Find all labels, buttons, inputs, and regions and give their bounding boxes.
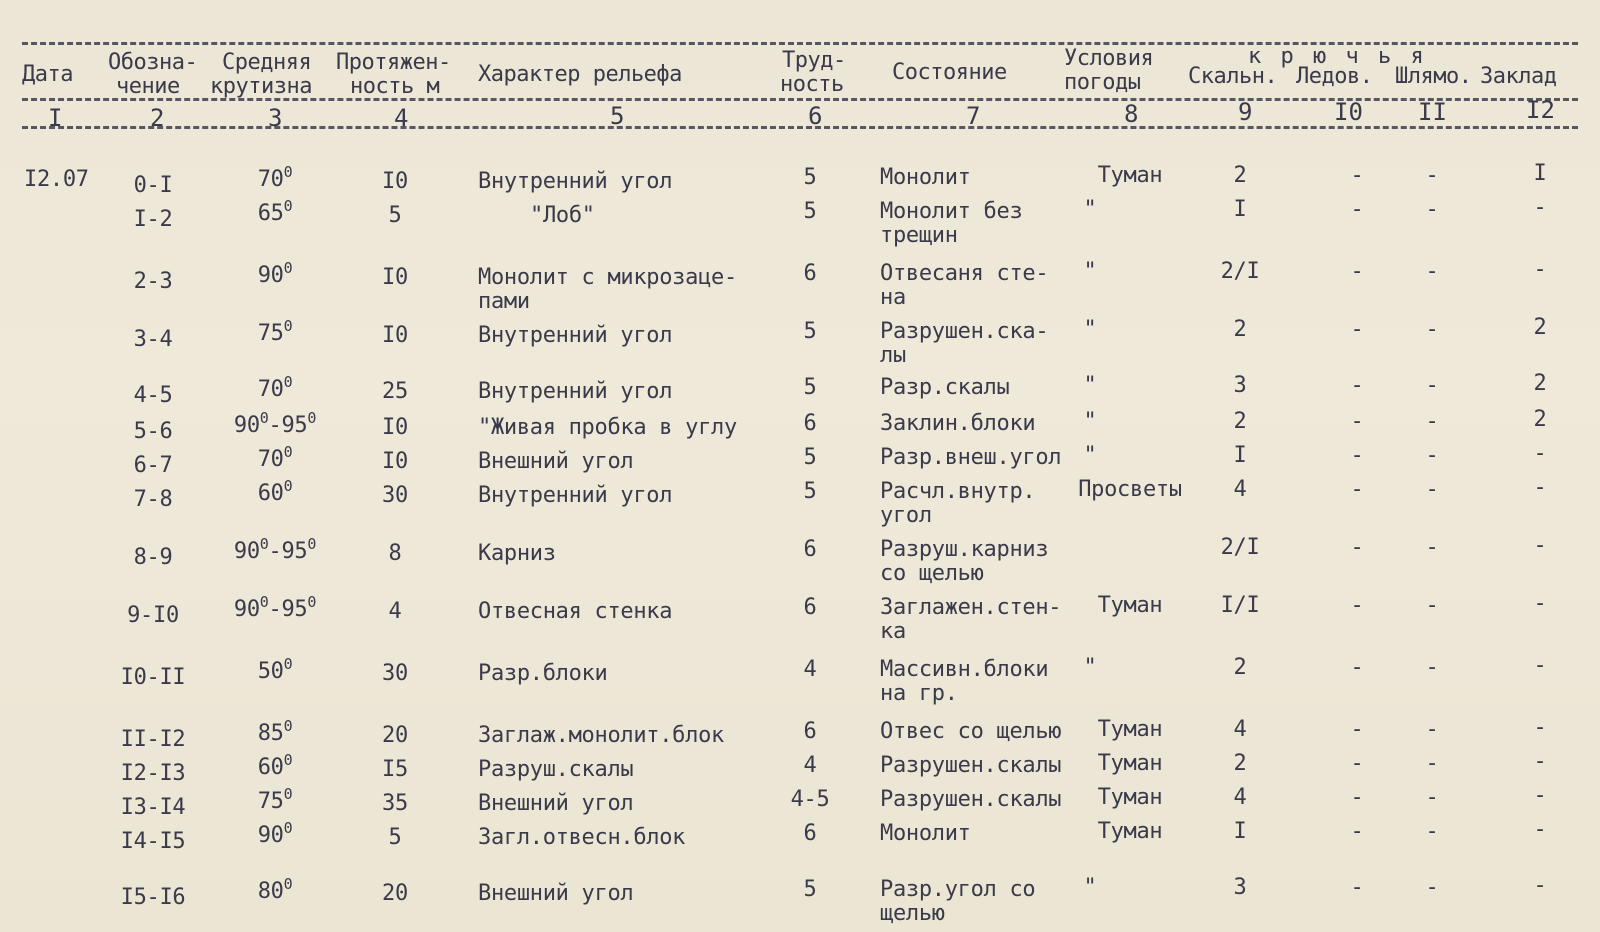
cell-zk: -: [1533, 475, 1547, 500]
header-weather-line2: погоды: [1064, 70, 1141, 95]
cell-diff: 4: [803, 753, 817, 778]
steepness-value: 65: [257, 201, 284, 226]
cell-sl: -: [1425, 443, 1439, 468]
cell-rock: 2: [1233, 409, 1247, 434]
cell-zk: -: [1533, 653, 1547, 678]
cell-sl: -: [1425, 875, 1439, 900]
cell-sl: -: [1425, 535, 1439, 560]
cell-zk: -: [1533, 195, 1547, 220]
cell-rock: 4: [1233, 717, 1247, 742]
steepness-value-max: 95: [281, 597, 308, 622]
cell-diff: 5: [803, 375, 817, 400]
cell-len: 20: [382, 881, 408, 906]
column-number-10: I0: [1334, 98, 1363, 126]
column-number-5: 5: [610, 102, 625, 130]
cell-ice: -: [1350, 259, 1364, 284]
cell-zk: -: [1533, 591, 1547, 616]
range-dash: -: [268, 413, 282, 438]
cell-ice: -: [1350, 819, 1364, 844]
cell-weather: ": [1083, 443, 1097, 468]
degree-mark: 0: [283, 373, 293, 391]
column-numbers-underline: [22, 126, 1578, 129]
cell-state: Монолит без трещин: [880, 199, 1023, 248]
cell-len: 35: [382, 791, 408, 816]
header-date: Дата: [22, 62, 73, 87]
cell-zk: -: [1533, 817, 1547, 842]
cell-steepness: [210, 163, 340, 192]
column-number-11: II: [1418, 98, 1447, 126]
cell-rock: 2: [1233, 163, 1247, 188]
cell-rock: 4: [1233, 785, 1247, 810]
cell-steepness: [210, 259, 340, 288]
cell-weather: ": [1083, 409, 1097, 434]
cell-weather: ": [1083, 875, 1097, 900]
cell-seg: I3-I4: [120, 795, 186, 820]
cell-diff: 5: [803, 445, 817, 470]
cell-len: I0: [382, 449, 408, 474]
cell-len: 20: [382, 723, 408, 748]
cell-diff: 5: [803, 877, 817, 902]
degree-mark: 0: [307, 535, 317, 553]
cell-ice: -: [1350, 409, 1364, 434]
range-dash: -: [268, 597, 282, 622]
cell-seg: I0-II: [120, 665, 186, 690]
steepness-value: 90: [233, 413, 260, 438]
degree-mark: 0: [283, 259, 293, 277]
steepness-value: 70: [257, 447, 284, 472]
cell-relief: Карниз: [478, 541, 556, 566]
cell-steepness: [210, 875, 340, 904]
cell-sl: -: [1425, 477, 1439, 502]
cell-steepness: [210, 197, 340, 226]
steepness-value: 60: [257, 755, 284, 780]
degree-mark: 0: [283, 751, 293, 769]
cell-sl: -: [1425, 409, 1439, 434]
cell-rock: I: [1233, 819, 1247, 844]
cell-len: I5: [382, 757, 408, 782]
cell-sl: -: [1425, 593, 1439, 618]
cell-sl: -: [1425, 373, 1439, 398]
cell-state: Разр.внеш.угол: [880, 445, 1062, 470]
cell-weather: Туман: [1097, 785, 1163, 810]
cell-diff: 6: [803, 411, 817, 436]
cell-zk: 2: [1533, 407, 1547, 432]
cell-len: 30: [382, 661, 408, 686]
column-number-1: I: [48, 104, 63, 132]
cell-weather: Туман: [1097, 593, 1163, 618]
header-steepness-line2: крутизна: [210, 74, 312, 99]
degree-mark: 0: [283, 875, 293, 893]
cell-zk: -: [1533, 783, 1547, 808]
cell-weather: Просветы: [1078, 477, 1182, 502]
cell-state: Заклин.блоки: [880, 411, 1036, 436]
cell-state: Разр.скалы: [880, 375, 1010, 400]
degree-mark: 0: [259, 409, 269, 427]
cell-steepness: [210, 317, 340, 346]
degree-mark: 0: [259, 535, 269, 553]
header-designation-line2: чение: [116, 74, 180, 99]
cell-relief: Внешний угол: [478, 881, 634, 906]
degree-mark: 0: [307, 409, 317, 427]
header-hooks-chocks: Заклад: [1480, 64, 1557, 89]
cell-diff: 5: [803, 199, 817, 224]
cell-state: Массивн.блоки на гр.: [880, 657, 1049, 706]
cell-seg: 8-9: [133, 545, 173, 570]
cell-zk: -: [1533, 749, 1547, 774]
cell-sl: -: [1425, 259, 1439, 284]
cell-state: Разрушен.скалы: [880, 787, 1062, 812]
degree-mark: 0: [283, 655, 293, 673]
cell-ice: -: [1350, 477, 1364, 502]
cell-relief: Внутренний угол: [478, 379, 673, 404]
header-state: Состояние: [892, 60, 1007, 85]
cell-seg: I-2: [133, 207, 173, 232]
cell-seg: I2-I3: [120, 761, 186, 786]
cell-state: Монолит: [880, 165, 971, 190]
cell-steepness: [210, 751, 340, 780]
cell-seg: 2-3: [133, 269, 173, 294]
cell-weather: Туман: [1097, 751, 1163, 776]
cell-len: 4: [388, 599, 402, 624]
degree-mark: 0: [283, 477, 293, 495]
cell-ice: -: [1350, 197, 1364, 222]
cell-sl: -: [1425, 751, 1439, 776]
cell-len: 5: [388, 825, 402, 850]
steepness-value-max: 95: [281, 413, 308, 438]
cell-ice: -: [1350, 535, 1364, 560]
cell-state: Отвесаня сте- на: [880, 261, 1049, 310]
column-number-3: 3: [268, 104, 283, 132]
steepness-value: 60: [257, 481, 284, 506]
steepness-value: 85: [257, 721, 284, 746]
cell-diff: 4-5: [790, 787, 830, 812]
cell-relief: Внутренний угол: [478, 169, 673, 194]
cell-relief: Внешний угол: [478, 791, 634, 816]
cell-ice: -: [1350, 875, 1364, 900]
degree-mark: 0: [283, 819, 293, 837]
cell-len: I0: [382, 323, 408, 348]
cell-state: Разр.угол со щелью: [880, 877, 1036, 926]
header-steepness-line1: Средняя: [222, 50, 312, 75]
cell-weather: ": [1083, 259, 1097, 284]
cell-relief: Разр.блоки: [478, 661, 608, 686]
cell-rock: I: [1233, 197, 1247, 222]
cell-relief: Загл.отвесн.блок: [478, 825, 686, 850]
cell-diff: 5: [803, 319, 817, 344]
cell-seg: 3-4: [133, 327, 173, 352]
cell-steepness: [210, 593, 340, 622]
column-number-4: 4: [394, 104, 409, 132]
cell-zk: 2: [1533, 315, 1547, 340]
cell-ice: -: [1350, 373, 1364, 398]
cell-diff: 6: [803, 595, 817, 620]
cell-seg: I4-I5: [120, 829, 186, 854]
cell-ice: -: [1350, 751, 1364, 776]
cell-zk: -: [1533, 715, 1547, 740]
degree-mark: 0: [283, 443, 293, 461]
column-number-2: 2: [150, 104, 165, 132]
cell-diff: 6: [803, 261, 817, 286]
cell-relief: Разруш.скалы: [478, 757, 634, 782]
cell-ice: -: [1350, 163, 1364, 188]
cell-state: Отвес со щелью: [880, 719, 1062, 744]
cell-zk: 2: [1533, 371, 1547, 396]
cell-len: 30: [382, 483, 408, 508]
cell-rock: 3: [1233, 373, 1247, 398]
cell-len: I0: [382, 415, 408, 440]
cell-sl: -: [1425, 819, 1439, 844]
header-length-line1: Протяжен-: [336, 50, 451, 75]
cell-zk: -: [1533, 873, 1547, 898]
cell-state: Разрушен.ска- лы: [880, 319, 1049, 368]
header-weather-line1: Условия: [1064, 46, 1154, 71]
steepness-value: 75: [257, 321, 284, 346]
cell-rock: 2: [1233, 317, 1247, 342]
cell-diff: 4: [803, 657, 817, 682]
column-number-6: 6: [808, 102, 823, 130]
cell-relief: Отвесная стенка: [478, 599, 673, 624]
cell-state: Монолит: [880, 821, 971, 846]
cell-seg: 9-I0: [127, 603, 179, 628]
header-hooks-rock: Скальн.: [1188, 64, 1278, 89]
cell-ice: -: [1350, 443, 1364, 468]
column-number-12: I2: [1526, 96, 1555, 124]
cell-sl: -: [1425, 717, 1439, 742]
cell-weather: ": [1083, 197, 1097, 222]
cell-ice: -: [1350, 785, 1364, 810]
cell-zk: -: [1533, 257, 1547, 282]
column-number-7: 7: [966, 102, 981, 130]
steepness-value: 75: [257, 789, 284, 814]
cell-rock: 3: [1233, 875, 1247, 900]
cell-ice: -: [1350, 593, 1364, 618]
cell-relief: Внутренний угол: [478, 323, 673, 348]
cell-steepness: [210, 717, 340, 746]
cell-state: Разрушен.скалы: [880, 753, 1062, 778]
cell-len: 8: [388, 541, 402, 566]
cell-diff: 6: [803, 719, 817, 744]
column-number-8: 8: [1124, 100, 1139, 128]
cell-sl: -: [1425, 785, 1439, 810]
header-difficulty-line1: Труд-: [782, 48, 846, 73]
cell-relief: Внутренний угол: [478, 483, 673, 508]
cell-diff: 6: [803, 821, 817, 846]
cell-steepness: [210, 373, 340, 402]
header-length-line2: ность м: [350, 74, 440, 99]
cell-rock: 4: [1233, 477, 1247, 502]
cell-seg: 5-6: [133, 419, 173, 444]
cell-steepness: [210, 819, 340, 848]
steepness-value: 50: [257, 659, 284, 684]
cell-zk: -: [1533, 441, 1547, 466]
cell-len: 5: [388, 203, 402, 228]
degree-mark: 0: [307, 593, 317, 611]
steepness-value: 70: [257, 167, 284, 192]
cell-relief: "Живая пробка в углу: [478, 415, 737, 440]
cell-sl: -: [1425, 317, 1439, 342]
cell-relief: Заглаж.монолит.блок: [478, 723, 724, 748]
cell-date: I2.07: [24, 167, 89, 192]
cell-rock: 2: [1233, 751, 1247, 776]
cell-weather: Туман: [1097, 163, 1163, 188]
header-designation-line1: Обозна-: [108, 50, 198, 75]
degree-mark: 0: [283, 785, 293, 803]
cell-ice: -: [1350, 317, 1364, 342]
cell-len: I0: [382, 169, 408, 194]
steepness-value: 80: [257, 879, 284, 904]
cell-ice: -: [1350, 655, 1364, 680]
degree-mark: 0: [283, 317, 293, 335]
cell-steepness: [210, 443, 340, 472]
cell-diff: 6: [803, 537, 817, 562]
cell-steepness: [210, 785, 340, 814]
cell-zk: -: [1533, 533, 1547, 558]
cell-rock: I/I: [1220, 593, 1260, 618]
cell-weather: ": [1083, 655, 1097, 680]
steepness-value: 90: [233, 539, 260, 564]
cell-diff: 5: [803, 479, 817, 504]
degree-mark: 0: [283, 163, 293, 181]
cell-steepness: [210, 409, 340, 438]
cell-seg: 7-8: [133, 487, 173, 512]
header-difficulty-line2: ность: [780, 72, 844, 97]
steepness-value: 90: [257, 823, 284, 848]
cell-ice: -: [1350, 717, 1364, 742]
cell-seg: II-I2: [120, 727, 186, 752]
degree-mark: 0: [283, 717, 293, 735]
cell-sl: -: [1425, 197, 1439, 222]
cell-rock: 2: [1233, 655, 1247, 680]
cell-rock: 2/I: [1220, 535, 1260, 560]
cell-seg: 0-I: [133, 173, 173, 198]
cell-state: Заглажен.стен- ка: [880, 595, 1062, 644]
cell-steepness: [210, 535, 340, 564]
cell-zk: I: [1533, 161, 1547, 186]
cell-steepness: [210, 655, 340, 684]
cell-sl: -: [1425, 655, 1439, 680]
cell-weather: ": [1083, 373, 1097, 398]
steepness-value: 70: [257, 377, 284, 402]
cell-steepness: [210, 477, 340, 506]
header-relief: Характер рельефа: [478, 62, 682, 87]
cell-seg: 4-5: [133, 383, 173, 408]
steepness-value: 90: [257, 263, 284, 288]
degree-mark: 0: [283, 197, 293, 215]
cell-relief: "Лоб": [530, 203, 595, 228]
header-hooks-group: к р ю ч ь я: [1248, 44, 1427, 69]
cell-weather: Туман: [1097, 819, 1163, 844]
cell-relief: Монолит с микрозаце- пами: [478, 265, 737, 314]
cell-seg: 6-7: [133, 453, 173, 478]
cell-rock: I: [1233, 443, 1247, 468]
cell-sl: -: [1425, 163, 1439, 188]
column-number-9: 9: [1238, 98, 1253, 126]
header-hooks-ice: Ледов.: [1296, 64, 1373, 89]
cell-seg: I5-I6: [120, 885, 186, 910]
header-hooks-shlyamburs: Шлямо.: [1395, 64, 1472, 89]
steepness-value-max: 95: [281, 539, 308, 564]
cell-state: Расчл.внутр. угол: [880, 479, 1036, 528]
cell-rock: 2/I: [1220, 259, 1260, 284]
steepness-value: 90: [233, 597, 260, 622]
cell-weather: ": [1083, 317, 1097, 342]
degree-mark: 0: [259, 593, 269, 611]
cell-len: 25: [382, 379, 408, 404]
cell-weather: Туман: [1097, 717, 1163, 742]
cell-diff: 5: [803, 165, 817, 190]
cell-relief: Внешний угол: [478, 449, 634, 474]
cell-state: Разруш.карниз со щелью: [880, 537, 1049, 586]
range-dash: -: [268, 539, 282, 564]
cell-len: I0: [382, 265, 408, 290]
